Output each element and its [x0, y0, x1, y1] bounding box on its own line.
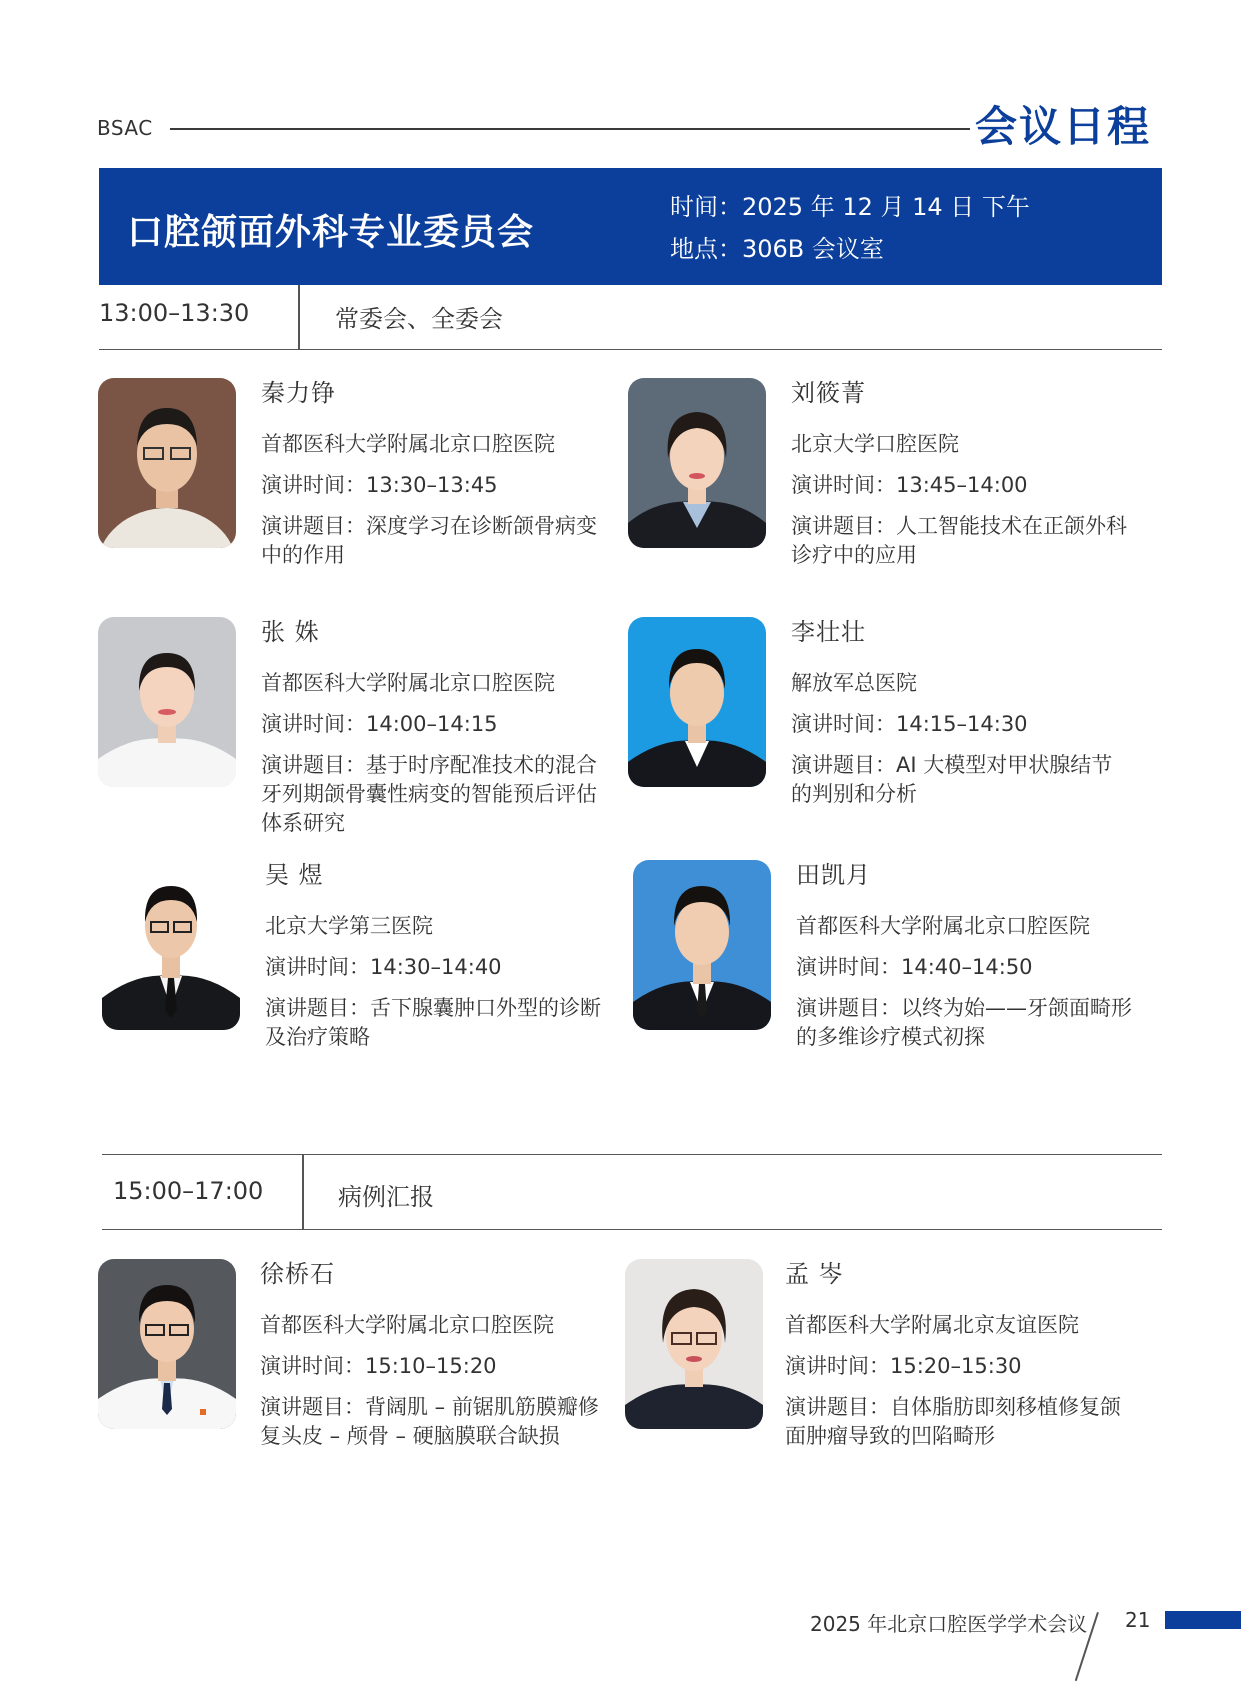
speaker-photo	[628, 378, 766, 548]
session-title: 病例汇报	[338, 1183, 434, 1211]
session-divider	[302, 1155, 304, 1230]
speaker-org: 解放军总医院	[791, 671, 917, 695]
header-divider	[170, 128, 970, 130]
speaker-name: 田凯月	[796, 861, 871, 889]
speaker-card	[625, 1259, 1125, 1479]
speaker-photo	[628, 617, 766, 787]
speaker-org: 首都医科大学附属北京友谊医院	[785, 1313, 1079, 1337]
session-time: 13:00–13:30	[99, 299, 250, 327]
speaker-org: 北京大学口腔医院	[791, 432, 959, 456]
speaker-info	[260, 1259, 600, 1451]
speaker-topic: 演讲题目：自体脂肪即刻移植修复颌面肿瘤导致的凹陷畸形	[785, 1395, 1121, 1448]
speaker-info	[265, 860, 605, 1052]
speaker-name: 徐桥石	[260, 1260, 335, 1288]
committee-banner	[99, 168, 1162, 285]
speaker-info	[261, 617, 601, 838]
session-title: 常委会、全委会	[335, 305, 503, 333]
speaker-topic: 演讲题目：人工智能技术在正颌外科诊疗中的应用	[791, 514, 1127, 567]
speaker-photo	[98, 617, 236, 787]
speaker-name: 孟 岑	[785, 1260, 844, 1288]
session-divider	[298, 285, 300, 349]
session-row	[102, 1154, 1162, 1230]
speaker-card	[633, 860, 1133, 1080]
speaker-info	[796, 860, 1136, 1052]
speaker-info	[261, 378, 601, 570]
speaker-time: 演讲时间：14:30–14:40	[265, 955, 502, 979]
speaker-card	[98, 1259, 598, 1479]
speaker-time: 演讲时间：15:10–15:20	[260, 1354, 497, 1378]
speaker-topic: 演讲题目：AI 大模型对甲状腺结节的判别和分析	[791, 753, 1113, 806]
speaker-card	[98, 378, 598, 598]
speaker-photo	[98, 1259, 236, 1429]
speaker-org: 首都医科大学附属北京口腔医院	[796, 914, 1090, 938]
footer-accent-bar	[1165, 1611, 1241, 1629]
speaker-topic: 演讲题目：以终为始——牙颌面畸形的多维诊疗模式初探	[796, 996, 1132, 1049]
page-number: 21	[1125, 1608, 1151, 1632]
speaker-card	[628, 617, 1128, 837]
speaker-name: 秦力铮	[261, 379, 336, 407]
speaker-photo	[633, 860, 771, 1030]
speaker-name: 吴 煜	[265, 861, 324, 889]
speaker-photo	[98, 378, 236, 548]
banner-time: 时间：2025 年 12 月 14 日 下午	[670, 193, 1030, 221]
speaker-info	[785, 1259, 1125, 1451]
speaker-card	[102, 860, 602, 1080]
committee-title: 口腔颌面外科专业委员会	[127, 212, 535, 253]
page-title: 会议日程	[974, 102, 1151, 151]
speaker-time: 演讲时间：14:00–14:15	[261, 712, 498, 736]
speaker-time: 演讲时间：13:45–14:00	[791, 473, 1028, 497]
speaker-time: 演讲时间：14:15–14:30	[791, 712, 1028, 736]
session-time: 15:00–17:00	[113, 1177, 264, 1205]
speaker-org: 首都医科大学附属北京口腔医院	[261, 432, 555, 456]
footer-conference: 2025 年北京口腔医学学术会议	[810, 1612, 1088, 1636]
session-row	[99, 285, 1162, 350]
speaker-card	[98, 617, 598, 837]
speaker-time: 演讲时间：14:40–14:50	[796, 955, 1033, 979]
speaker-name: 刘筱菁	[791, 379, 866, 407]
speaker-photo	[625, 1259, 763, 1429]
brand-label: BSAC	[97, 116, 153, 140]
speaker-name: 张 姝	[261, 618, 320, 646]
speaker-org: 首都医科大学附属北京口腔医院	[261, 671, 555, 695]
speaker-card	[628, 378, 1128, 598]
speaker-time: 演讲时间：15:20–15:30	[785, 1354, 1022, 1378]
speaker-name: 李壮壮	[791, 618, 866, 646]
banner-location: 地点：306B 会议室	[670, 235, 884, 263]
speaker-topic: 演讲题目：背阔肌 – 前锯肌筋膜瓣修复头皮 – 颅骨 – 硬脑膜联合缺损	[260, 1395, 599, 1448]
speaker-photo	[102, 860, 240, 1030]
speaker-time: 演讲时间：13:30–13:45	[261, 473, 498, 497]
speaker-topic: 演讲题目：基于时序配准技术的混合牙列期颌骨囊性病变的智能预后评估体系研究	[261, 753, 597, 835]
speaker-org: 首都医科大学附属北京口腔医院	[260, 1313, 554, 1337]
speaker-org: 北京大学第三医院	[265, 914, 433, 938]
speaker-info	[791, 617, 1131, 809]
banner-info	[670, 186, 1030, 270]
speaker-info	[791, 378, 1131, 570]
speaker-topic: 演讲题目：深度学习在诊断颌骨病变中的作用	[261, 514, 597, 567]
speaker-topic: 演讲题目：舌下腺囊肿口外型的诊断及治疗策略	[265, 996, 601, 1049]
